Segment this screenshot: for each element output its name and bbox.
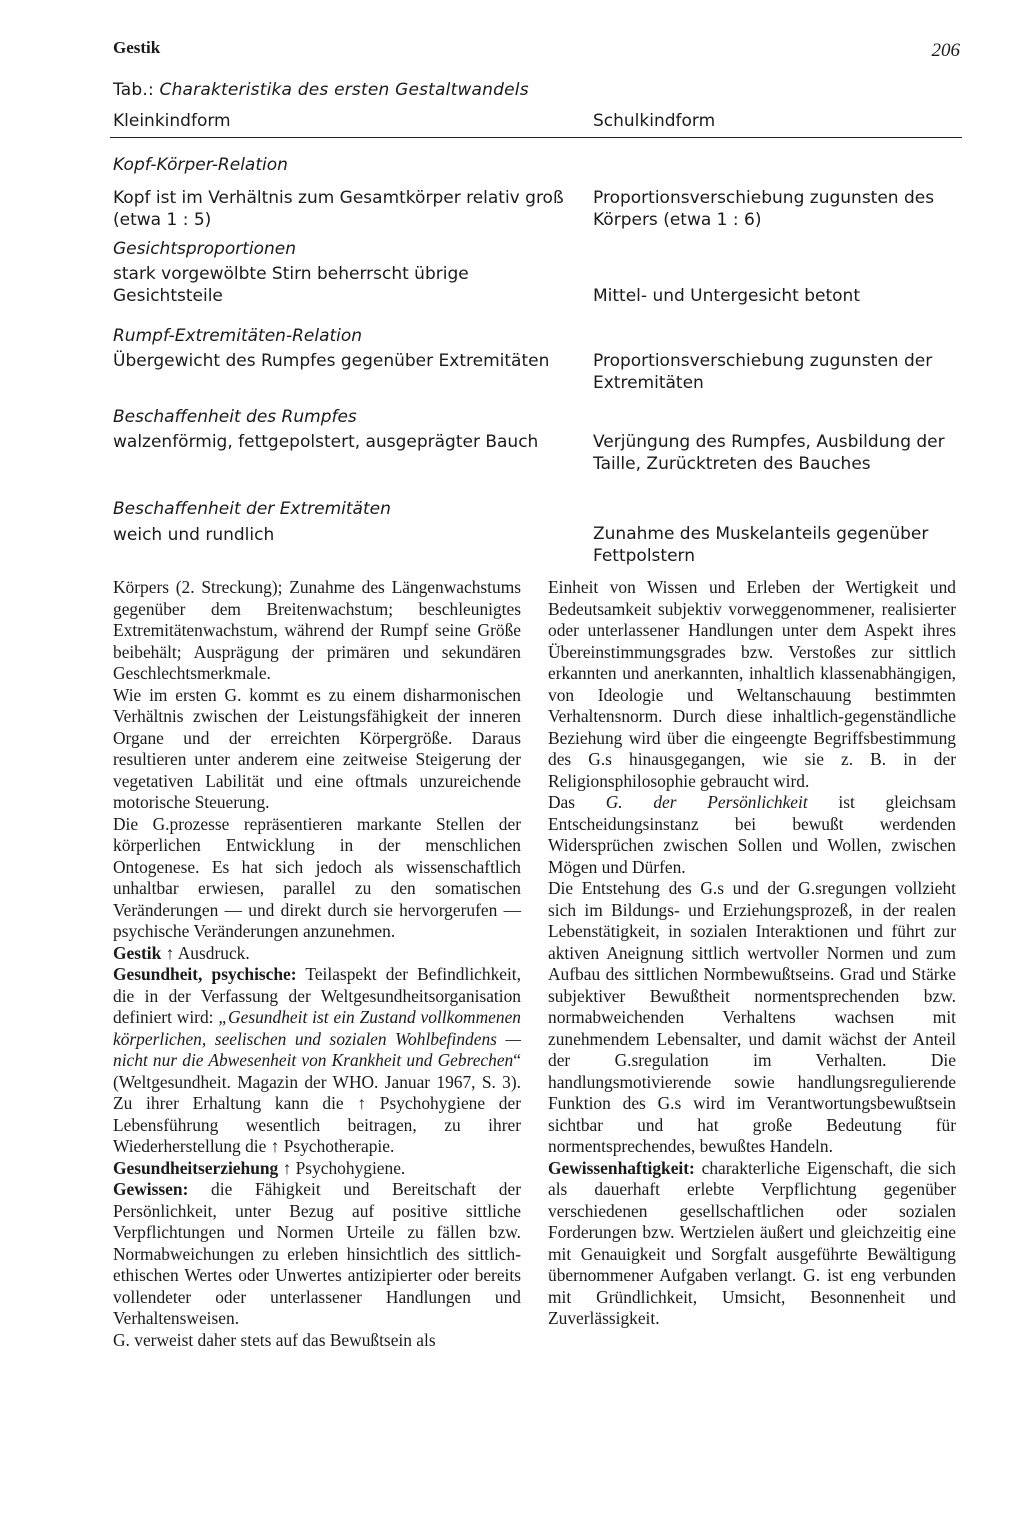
table-caption bbox=[113, 80, 529, 100]
table-cell-left: stark vorgewölbte Stirn beherrscht übrige Gesichtsteile bbox=[113, 264, 469, 306]
entry-text: “ (Weltgesundheit. Magazin der WHO. Januar 1967, S. 3). Zu ihrer Erhaltung kann die ↑ Psychohygiene der Lebensführung wesentlich beitragen, zu ihrer Wiederherstellung die ↑ Psychotherapie. bbox=[113, 1050, 521, 1156]
entry-term: Gewissen: bbox=[113, 1179, 189, 1199]
table-cell-left: Kopf ist im Verhältnis zum Gesamtkörper relativ groß (etwa 1 : 5) bbox=[113, 188, 564, 230]
emphasized-term: G. der Persönlichkeit bbox=[605, 792, 808, 812]
table-cell-left: walzenförmig, fettgepolstert, ausgeprägter Bauch bbox=[113, 432, 539, 452]
entry-term: Gesundheitserziehung bbox=[113, 1157, 279, 1178]
paragraph: Körpers (2. Streckung); Zunahme des Längenwachstums gegenüber dem Breitenwachstum; beschleunigtes Extremitätenwachstum, während der Rumpf seine Größe beibehält; Ausprägung der primären und sekundären Geschlechtsmerkmale. bbox=[113, 577, 521, 683]
paragraph: Die G.prozesse repräsentieren markante Stellen der körperlichen Entwicklung in der menschlichen Ontogenese. Es hat sich jedoch als wissenschaftlich unhaltbar erwiesen, parallel zu den somatischen Veränderungen — und direkt durch sie hervorgerufen — psychische Veränderungen anzunehmen. bbox=[113, 813, 521, 941]
paragraph-text: Das bbox=[548, 792, 606, 812]
paragraph: Die Entstehung des G.s und der G.sregungen vollzieht sich im Bildungs- und Erziehungsprozeß, in der realen Lebenstätigkeit, in sozialen Interaktionen und führt zur aktiven Aneignung sittlich wertvoller Normen und zum Aufbau des sittlichen Normbewußtseins. Grad und Stärke subjektiver Bewußtheit normentsprechenden bzw. normabweichenden Verhaltens wachsen mit zunehmendem Lebensalter, und damit wächst der Anteil der G.sregulation im Verhalten. Die handlungsmotivierende sowie handlungsregulierende Funktion des G.s wird im Verantwortungsbewußtsein sichtbar und hat große Bedeutung für normentsprechendes, bewußtes Handeln. bbox=[548, 878, 956, 1156]
body-column-right bbox=[548, 577, 956, 1330]
table-category: Kopf-Körper-Relation bbox=[113, 155, 288, 175]
paragraph bbox=[548, 792, 956, 878]
entry-term: Gesundheit, psychische: bbox=[113, 964, 297, 984]
running-head: Gestik bbox=[113, 38, 161, 57]
body-column-left bbox=[113, 577, 521, 1351]
table-cell-left: weich und rundlich bbox=[113, 525, 275, 545]
dictionary-entry-gesundheit bbox=[113, 964, 521, 1158]
dictionary-entry-gestik bbox=[113, 943, 521, 965]
entry-quote: „Gesundheit ist ein Zustand vollkommenen körperlichen, seelischen und sozialen Wohlbefindens — nicht nur die Abwesenheit von Krankheit und Gebrechen bbox=[113, 1007, 521, 1070]
entry-term: Gestik bbox=[113, 942, 162, 963]
entry-term: Gewissenhaftigkeit: bbox=[548, 1157, 695, 1178]
table-cell-right: Proportionsverschiebung zugunsten des Körpers (etwa 1 : 6) bbox=[593, 188, 935, 230]
entry-text: charakterliche Eigenschaft, die sich als dauerhaft erlebte Verpflichtung gegenüber verschiedenen gesellschaftlichen oder sozialen Forderungen bzw. Wertzielen äußert und gleichzeitig eine mit Genauigkeit und Sorgfalt ausgeführte Bewältigung übernommener Aufgaben verlangt. G. ist eng verbunden mit Gründlichkeit, Umsicht, Besonnenheit und Zuverlässigkeit. bbox=[548, 1157, 956, 1328]
paragraph: Wie im ersten G. kommt es zu einem disharmonischen Verhältnis zwischen der Leistungsfähigkeit der inneren Organe und der erreichten Körpergröße. Daraus resultieren unter anderem eine zeitweise Steigerung der vegetativen Labilität und eine oftmals unzureichende motorische Steuerung. bbox=[113, 684, 521, 812]
table-caption-title: Charakteristika des ersten Gestaltwandels bbox=[159, 80, 529, 100]
paragraph: Einheit von Wissen und Erleben der Wertigkeit und Bedeutsamkeit subjektiv vorweggenommener, realisierter oder unterlassener Handlungen unter dem Aspekt ihres Übereinstimmungsgrades bzw. Verstoßes zur sittlich erkannten und anerkannten, inhaltlich klassenabhängigen, von Ideologie und Weltanschauung bestimmten Verhaltensnorm. Durch diese inhaltlich-gegenständliche Beziehung wird über die eingeengte Begriffsbestimmung des G.s hinausgegangen, wie sie z. B. in der Religionsphilosophie gebraucht wird. bbox=[548, 577, 956, 791]
table-category: Rumpf-Extremitäten-Relation bbox=[113, 326, 363, 346]
cross-reference: ↑ Ausdruck. bbox=[161, 942, 250, 963]
table-cell-right: Verjüngung des Rumpfes, Ausbildung der Taille, Zurücktreten des Bauches bbox=[593, 432, 945, 474]
dictionary-entry-gesundheitserziehung bbox=[113, 1158, 521, 1180]
dictionary-entry-gewissenhaftigkeit bbox=[548, 1158, 956, 1330]
table-category: Beschaffenheit des Rumpfes bbox=[113, 407, 357, 427]
table-cell-left: Übergewicht des Rumpfes gegenüber Extremitäten bbox=[113, 351, 550, 371]
table-cell-right: Zunahme des Muskelanteils gegenüber Fettpolstern bbox=[593, 524, 929, 566]
table-caption-prefix: Tab.: bbox=[113, 80, 160, 100]
page-number: 206 bbox=[931, 40, 960, 61]
table-category: Beschaffenheit der Extremitäten bbox=[113, 499, 391, 519]
table-category: Gesichtsproportionen bbox=[113, 239, 297, 259]
entry-text: die Fähigkeit und Bereitschaft der Persönlichkeit, unter Bezug auf positive sittliche Verpflichtungen und Normen Urteile zu fällen bzw. Normabweichungen zu erleben hinsichtlich des sittlich-ethischen Wertes oder Unwertes antizipierter oder bereits vollendeter oder unterlassener Handlungen und Verhaltensweisen. bbox=[113, 1179, 521, 1328]
table-cell-right: Mittel- und Untergesicht betont bbox=[593, 286, 860, 306]
cross-reference: ↑ Psychohygiene. bbox=[278, 1157, 406, 1178]
paragraph-text: ist gleichsam Entscheidungsinstanz bei bewußt werdenden Widersprüchen zwischen Sollen und Wollen, zwischen Mögen und Dürfen. bbox=[548, 792, 956, 877]
table-column-header-left: Kleinkindform bbox=[113, 111, 231, 131]
paragraph: G. verweist daher stets auf das Bewußtsein als bbox=[113, 1329, 436, 1350]
dictionary-entry-gewissen bbox=[113, 1179, 521, 1330]
entry-text: Teilaspekt der Befindlichkeit, die in der Verfassung der Weltgesundheitsorganisation definiert wird: bbox=[113, 964, 521, 1027]
table-column-header-right: Schulkindform bbox=[593, 111, 716, 131]
table-cell-right: Proportionsverschiebung zugunsten der Extremitäten bbox=[593, 351, 933, 393]
table-header-rule bbox=[110, 137, 962, 138]
